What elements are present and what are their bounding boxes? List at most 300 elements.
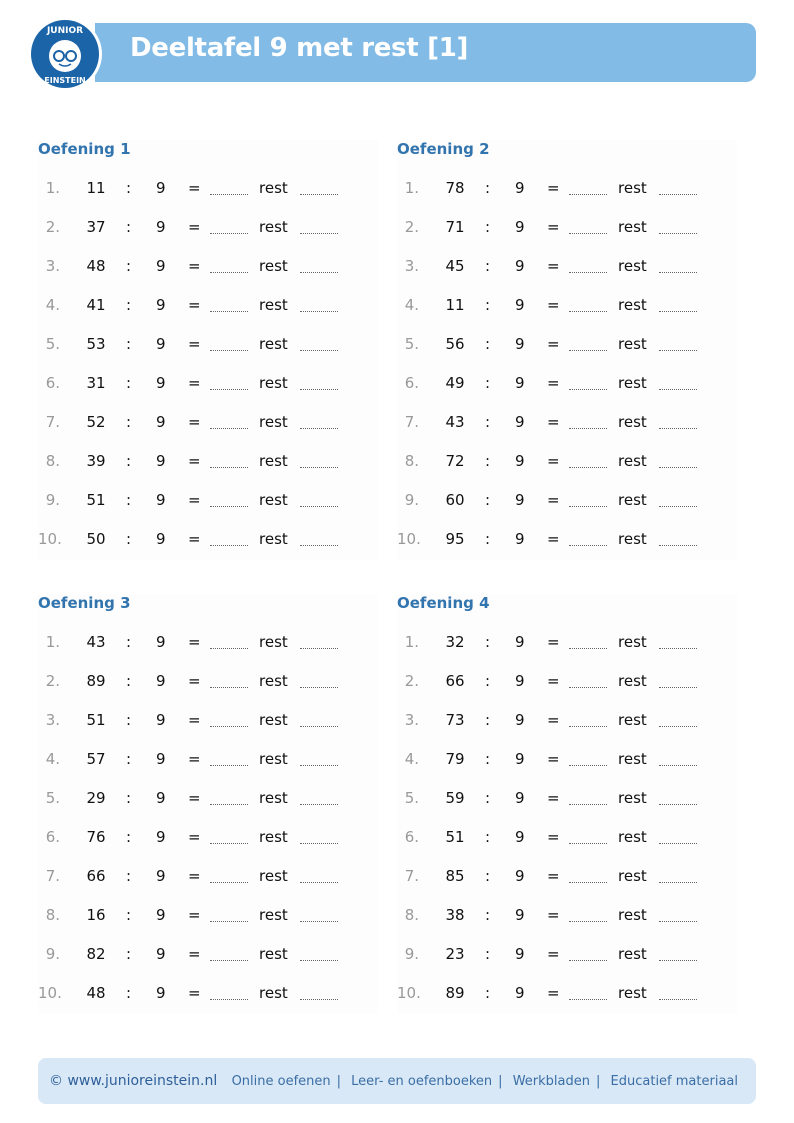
dividend: 50 — [86, 530, 106, 548]
divide-sign: : — [485, 452, 491, 470]
remainder-answer-blank[interactable] — [659, 726, 697, 727]
exercise-row — [397, 179, 737, 199]
rest-label: rest — [618, 867, 647, 885]
exercise-title: Oefening 4 — [397, 594, 490, 612]
row-number: 2. — [404, 218, 419, 236]
quotient-answer-blank[interactable] — [210, 350, 248, 351]
remainder-answer-blank[interactable] — [659, 804, 697, 805]
dividend: 39 — [86, 452, 106, 470]
quotient-answer-blank[interactable] — [210, 467, 248, 468]
remainder-answer-blank[interactable] — [659, 999, 697, 1000]
footer-links — [232, 1074, 738, 1089]
exercise-row — [38, 633, 378, 653]
divide-sign: : — [126, 984, 132, 1002]
divide-sign: : — [485, 413, 491, 431]
remainder-answer-blank[interactable] — [300, 687, 338, 688]
divisor: 9 — [515, 335, 525, 353]
divisor: 9 — [515, 828, 525, 846]
divide-sign: : — [485, 672, 491, 690]
equals-sign: = — [547, 335, 560, 353]
remainder-answer-blank[interactable] — [659, 687, 697, 688]
remainder-answer-blank[interactable] — [300, 545, 338, 546]
rest-label: rest — [259, 452, 288, 470]
exercise-row — [38, 491, 378, 511]
exercise-section-3 — [38, 594, 378, 1014]
quotient-answer-blank[interactable] — [569, 921, 607, 922]
exercise-row — [397, 711, 737, 731]
divisor: 9 — [515, 906, 525, 924]
divisor: 9 — [156, 452, 166, 470]
remainder-answer-blank[interactable] — [659, 506, 697, 507]
rest-label: rest — [618, 672, 647, 690]
rest-label: rest — [618, 711, 647, 729]
row-number: 7. — [404, 867, 419, 885]
equals-sign: = — [188, 530, 201, 548]
exercise-row — [397, 257, 737, 277]
row-number: 1. — [45, 633, 60, 651]
divide-sign: : — [485, 179, 491, 197]
equals-sign: = — [188, 257, 201, 275]
dividend: 89 — [86, 672, 106, 690]
row-number: 10. — [38, 984, 62, 1002]
rest-label: rest — [618, 218, 647, 236]
exercise-row — [38, 452, 378, 472]
remainder-answer-blank[interactable] — [300, 506, 338, 507]
row-number: 4. — [404, 750, 419, 768]
rest-label: rest — [618, 828, 647, 846]
row-number: 3. — [45, 257, 60, 275]
rest-label: rest — [259, 296, 288, 314]
logo-icon — [30, 19, 100, 89]
dividend: 73 — [445, 711, 465, 729]
divide-sign: : — [485, 374, 491, 392]
row-number: 9. — [45, 491, 60, 509]
dividend: 66 — [445, 672, 465, 690]
rest-label: rest — [618, 789, 647, 807]
exercise-row — [38, 789, 378, 809]
quotient-answer-blank[interactable] — [210, 545, 248, 546]
remainder-answer-blank[interactable] — [659, 233, 697, 234]
divide-sign: : — [126, 672, 132, 690]
divisor: 9 — [156, 867, 166, 885]
remainder-answer-blank[interactable] — [300, 882, 338, 883]
dividend: 41 — [86, 296, 106, 314]
remainder-answer-blank[interactable] — [659, 350, 697, 351]
remainder-answer-blank[interactable] — [659, 389, 697, 390]
dividend: 11 — [445, 296, 465, 314]
rest-label: rest — [259, 374, 288, 392]
quotient-answer-blank[interactable] — [569, 233, 607, 234]
row-number: 2. — [45, 672, 60, 690]
equals-sign: = — [547, 452, 560, 470]
quotient-answer-blank[interactable] — [569, 428, 607, 429]
remainder-answer-blank[interactable] — [659, 921, 697, 922]
quotient-answer-blank[interactable] — [210, 921, 248, 922]
row-number: 3. — [404, 257, 419, 275]
quotient-answer-blank[interactable] — [210, 311, 248, 312]
exercise-title: Oefening 3 — [38, 594, 131, 612]
quotient-answer-blank[interactable] — [210, 648, 248, 649]
remainder-answer-blank[interactable] — [659, 882, 697, 883]
divisor: 9 — [156, 984, 166, 1002]
dividend: 32 — [445, 633, 465, 651]
remainder-answer-blank[interactable] — [659, 467, 697, 468]
dividend: 95 — [445, 530, 465, 548]
exercise-section-1 — [38, 140, 378, 560]
divider: | — [596, 1074, 601, 1089]
divide-sign: : — [126, 750, 132, 768]
equals-sign: = — [547, 711, 560, 729]
rest-label: rest — [618, 984, 647, 1002]
row-number: 9. — [45, 945, 60, 963]
divide-sign: : — [485, 218, 491, 236]
dividend: 76 — [86, 828, 106, 846]
equals-sign: = — [188, 867, 201, 885]
dividend: 23 — [445, 945, 465, 963]
equals-sign: = — [547, 906, 560, 924]
exercise-row — [38, 374, 378, 394]
quotient-answer-blank[interactable] — [210, 272, 248, 273]
divide-sign: : — [126, 789, 132, 807]
copyright-link[interactable]: © www.junioreinstein.nl — [49, 1073, 218, 1089]
equals-sign: = — [188, 906, 201, 924]
divide-sign: : — [485, 750, 491, 768]
row-number: 6. — [45, 828, 60, 846]
divide-sign: : — [126, 374, 132, 392]
equals-sign: = — [547, 750, 560, 768]
remainder-answer-blank[interactable] — [659, 960, 697, 961]
quotient-answer-blank[interactable] — [569, 272, 607, 273]
divisor: 9 — [156, 218, 166, 236]
divider: | — [336, 1074, 342, 1089]
quotient-answer-blank[interactable] — [210, 804, 248, 805]
equals-sign: = — [188, 413, 201, 431]
dividend: 51 — [86, 491, 106, 509]
rest-label: rest — [618, 257, 647, 275]
exercise-section-4 — [397, 594, 737, 1014]
exercise-row — [38, 672, 378, 692]
rest-label: rest — [259, 633, 288, 651]
dividend: 79 — [445, 750, 465, 768]
divide-sign: : — [485, 828, 491, 846]
dividend: 48 — [86, 257, 106, 275]
remainder-answer-blank[interactable] — [300, 843, 338, 844]
quotient-answer-blank[interactable] — [210, 428, 248, 429]
quotient-answer-blank[interactable] — [210, 389, 248, 390]
exercise-row — [397, 452, 737, 472]
dividend: 72 — [445, 452, 465, 470]
exercise-section-2 — [397, 140, 737, 560]
divide-sign: : — [126, 828, 132, 846]
row-number: 3. — [404, 711, 419, 729]
remainder-answer-blank[interactable] — [300, 350, 338, 351]
row-number: 1. — [45, 179, 60, 197]
junior-einstein-logo[interactable] — [28, 17, 102, 91]
remainder-answer-blank[interactable] — [300, 999, 338, 1000]
remainder-answer-blank[interactable] — [300, 428, 338, 429]
divide-sign: : — [485, 335, 491, 353]
dividend: 29 — [86, 789, 106, 807]
dividend: 71 — [445, 218, 465, 236]
remainder-answer-blank[interactable] — [300, 233, 338, 234]
quotient-answer-blank[interactable] — [569, 765, 607, 766]
quotient-answer-blank[interactable] — [210, 843, 248, 844]
rest-label: rest — [618, 491, 647, 509]
equals-sign: = — [547, 672, 560, 690]
remainder-answer-blank[interactable] — [300, 272, 338, 273]
rest-label: rest — [259, 257, 288, 275]
remainder-answer-blank[interactable] — [300, 960, 338, 961]
remainder-answer-blank[interactable] — [300, 194, 338, 195]
exercise-row — [397, 945, 737, 965]
divider: | — [498, 1074, 503, 1089]
exercise-title: Oefening 1 — [38, 140, 131, 158]
quotient-answer-blank[interactable] — [210, 233, 248, 234]
divisor: 9 — [515, 789, 525, 807]
divide-sign: : — [126, 452, 132, 470]
equals-sign: = — [547, 984, 560, 1002]
quotient-answer-blank[interactable] — [210, 687, 248, 688]
dividend: 43 — [86, 633, 106, 651]
footer-link-werkbladen[interactable]: Werkbladen — [512, 1074, 590, 1089]
remainder-answer-blank[interactable] — [300, 389, 338, 390]
remainder-answer-blank[interactable] — [659, 648, 697, 649]
rest-label: rest — [618, 179, 647, 197]
row-number: 6. — [404, 828, 419, 846]
rest-label: rest — [618, 633, 647, 651]
quotient-answer-blank[interactable] — [569, 804, 607, 805]
quotient-answer-blank[interactable] — [569, 311, 607, 312]
rest-label: rest — [618, 530, 647, 548]
rest-label: rest — [259, 335, 288, 353]
equals-sign: = — [188, 945, 201, 963]
footer-link-educatief-materiaal[interactable]: Educatief materiaal — [610, 1074, 738, 1089]
remainder-answer-blank[interactable] — [300, 765, 338, 766]
exercise-row — [38, 750, 378, 770]
rest-label: rest — [618, 374, 647, 392]
equals-sign: = — [188, 984, 201, 1002]
exercise-row — [38, 296, 378, 316]
quotient-answer-blank[interactable] — [569, 843, 607, 844]
exercise-row — [38, 984, 378, 1004]
divisor: 9 — [156, 789, 166, 807]
exercise-row — [397, 413, 737, 433]
quotient-answer-blank[interactable] — [569, 194, 607, 195]
exercise-row — [397, 374, 737, 394]
equals-sign: = — [188, 491, 201, 509]
quotient-answer-blank[interactable] — [569, 999, 607, 1000]
divide-sign: : — [126, 906, 132, 924]
remainder-answer-blank[interactable] — [659, 765, 697, 766]
quotient-answer-blank[interactable] — [569, 882, 607, 883]
rest-label: rest — [259, 711, 288, 729]
row-number: 8. — [404, 906, 419, 924]
divisor: 9 — [156, 179, 166, 197]
divide-sign: : — [126, 711, 132, 729]
row-number: 4. — [404, 296, 419, 314]
footer-link-online-oefenen[interactable]: Online oefenen — [231, 1074, 331, 1089]
divisor: 9 — [515, 296, 525, 314]
remainder-answer-blank[interactable] — [659, 428, 697, 429]
dividend: 56 — [445, 335, 465, 353]
dividend: 16 — [86, 906, 106, 924]
rest-label: rest — [618, 452, 647, 470]
quotient-answer-blank[interactable] — [569, 687, 607, 688]
divisor: 9 — [515, 491, 525, 509]
equals-sign: = — [547, 945, 560, 963]
quotient-answer-blank[interactable] — [210, 194, 248, 195]
remainder-answer-blank[interactable] — [300, 921, 338, 922]
exercise-row — [38, 906, 378, 926]
quotient-answer-blank[interactable] — [210, 960, 248, 961]
equals-sign: = — [547, 413, 560, 431]
divisor: 9 — [156, 711, 166, 729]
dividend: 43 — [445, 413, 465, 431]
quotient-answer-blank[interactable] — [569, 545, 607, 546]
row-number: 5. — [45, 335, 60, 353]
dividend: 51 — [86, 711, 106, 729]
rest-label: rest — [259, 828, 288, 846]
row-number: 10. — [38, 530, 62, 548]
quotient-answer-blank[interactable] — [210, 999, 248, 1000]
divisor: 9 — [515, 711, 525, 729]
divisor: 9 — [156, 906, 166, 924]
remainder-answer-blank[interactable] — [300, 467, 338, 468]
rest-label: rest — [618, 296, 647, 314]
dividend: 59 — [445, 789, 465, 807]
equals-sign: = — [547, 374, 560, 392]
quotient-answer-blank[interactable] — [569, 467, 607, 468]
dividend: 85 — [445, 867, 465, 885]
equals-sign: = — [547, 296, 560, 314]
divisor: 9 — [515, 257, 525, 275]
divide-sign: : — [485, 257, 491, 275]
divide-sign: : — [485, 906, 491, 924]
quotient-answer-blank[interactable] — [569, 726, 607, 727]
remainder-answer-blank[interactable] — [300, 804, 338, 805]
dividend: 11 — [86, 179, 106, 197]
dividend: 78 — [445, 179, 465, 197]
quotient-answer-blank[interactable] — [569, 506, 607, 507]
exercise-row — [38, 335, 378, 355]
row-number: 10. — [397, 984, 421, 1002]
divisor: 9 — [515, 179, 525, 197]
quotient-answer-blank[interactable] — [569, 389, 607, 390]
quotient-answer-blank[interactable] — [569, 960, 607, 961]
quotient-answer-blank[interactable] — [569, 350, 607, 351]
row-number: 10. — [397, 530, 421, 548]
exercise-row — [397, 789, 737, 809]
divisor: 9 — [515, 750, 525, 768]
rest-label: rest — [259, 413, 288, 431]
rest-label: rest — [618, 945, 647, 963]
row-number: 5. — [404, 335, 419, 353]
remainder-answer-blank[interactable] — [659, 194, 697, 195]
row-number: 1. — [404, 633, 419, 651]
divide-sign: : — [485, 789, 491, 807]
divisor: 9 — [515, 633, 525, 651]
exercise-row — [38, 711, 378, 731]
equals-sign: = — [188, 828, 201, 846]
exercise-row — [397, 867, 737, 887]
dividend: 51 — [445, 828, 465, 846]
equals-sign: = — [188, 335, 201, 353]
remainder-answer-blank[interactable] — [300, 648, 338, 649]
remainder-answer-blank[interactable] — [659, 272, 697, 273]
exercise-row — [38, 257, 378, 277]
row-number: 3. — [45, 711, 60, 729]
remainder-answer-blank[interactable] — [300, 311, 338, 312]
quotient-answer-blank[interactable] — [210, 506, 248, 507]
divisor: 9 — [156, 257, 166, 275]
row-number: 8. — [45, 452, 60, 470]
quotient-answer-blank[interactable] — [569, 648, 607, 649]
exercise-row — [397, 750, 737, 770]
divide-sign: : — [485, 491, 491, 509]
rest-label: rest — [618, 750, 647, 768]
dividend: 60 — [445, 491, 465, 509]
quotient-answer-blank[interactable] — [210, 882, 248, 883]
dividend: 37 — [86, 218, 106, 236]
row-number: 2. — [45, 218, 60, 236]
row-number: 4. — [45, 296, 60, 314]
equals-sign: = — [547, 530, 560, 548]
divisor: 9 — [156, 828, 166, 846]
divide-sign: : — [485, 984, 491, 1002]
remainder-answer-blank[interactable] — [300, 726, 338, 727]
remainder-answer-blank[interactable] — [659, 843, 697, 844]
footer — [38, 1058, 756, 1104]
divide-sign: : — [126, 633, 132, 651]
row-number: 7. — [45, 867, 60, 885]
footer-link-leer-oefenboeken[interactable]: Leer- en oefenboeken — [351, 1074, 493, 1089]
exercise-row — [397, 491, 737, 511]
divide-sign: : — [126, 491, 132, 509]
divisor: 9 — [156, 945, 166, 963]
quotient-answer-blank[interactable] — [210, 765, 248, 766]
exercise-row — [38, 945, 378, 965]
dividend: 57 — [86, 750, 106, 768]
divisor: 9 — [156, 750, 166, 768]
divide-sign: : — [126, 335, 132, 353]
exercise-row — [38, 867, 378, 887]
divide-sign: : — [485, 867, 491, 885]
divide-sign: : — [126, 530, 132, 548]
exercise-row — [397, 530, 737, 550]
dividend: 45 — [445, 257, 465, 275]
dividend: 49 — [445, 374, 465, 392]
exercise-row — [397, 828, 737, 848]
remainder-answer-blank[interactable] — [659, 311, 697, 312]
dividend: 66 — [86, 867, 106, 885]
svg-text:JUNIOR: JUNIOR — [46, 26, 84, 36]
row-number: 8. — [45, 906, 60, 924]
exercise-row — [397, 633, 737, 653]
remainder-answer-blank[interactable] — [659, 545, 697, 546]
row-number: 2. — [404, 672, 419, 690]
dividend: 38 — [445, 906, 465, 924]
quotient-answer-blank[interactable] — [210, 726, 248, 727]
row-number: 9. — [404, 491, 419, 509]
exercise-row — [397, 296, 737, 316]
equals-sign: = — [547, 491, 560, 509]
divisor: 9 — [515, 218, 525, 236]
equals-sign: = — [547, 789, 560, 807]
divisor: 9 — [515, 530, 525, 548]
rest-label: rest — [259, 491, 288, 509]
equals-sign: = — [188, 179, 201, 197]
exercise-row — [38, 530, 378, 550]
